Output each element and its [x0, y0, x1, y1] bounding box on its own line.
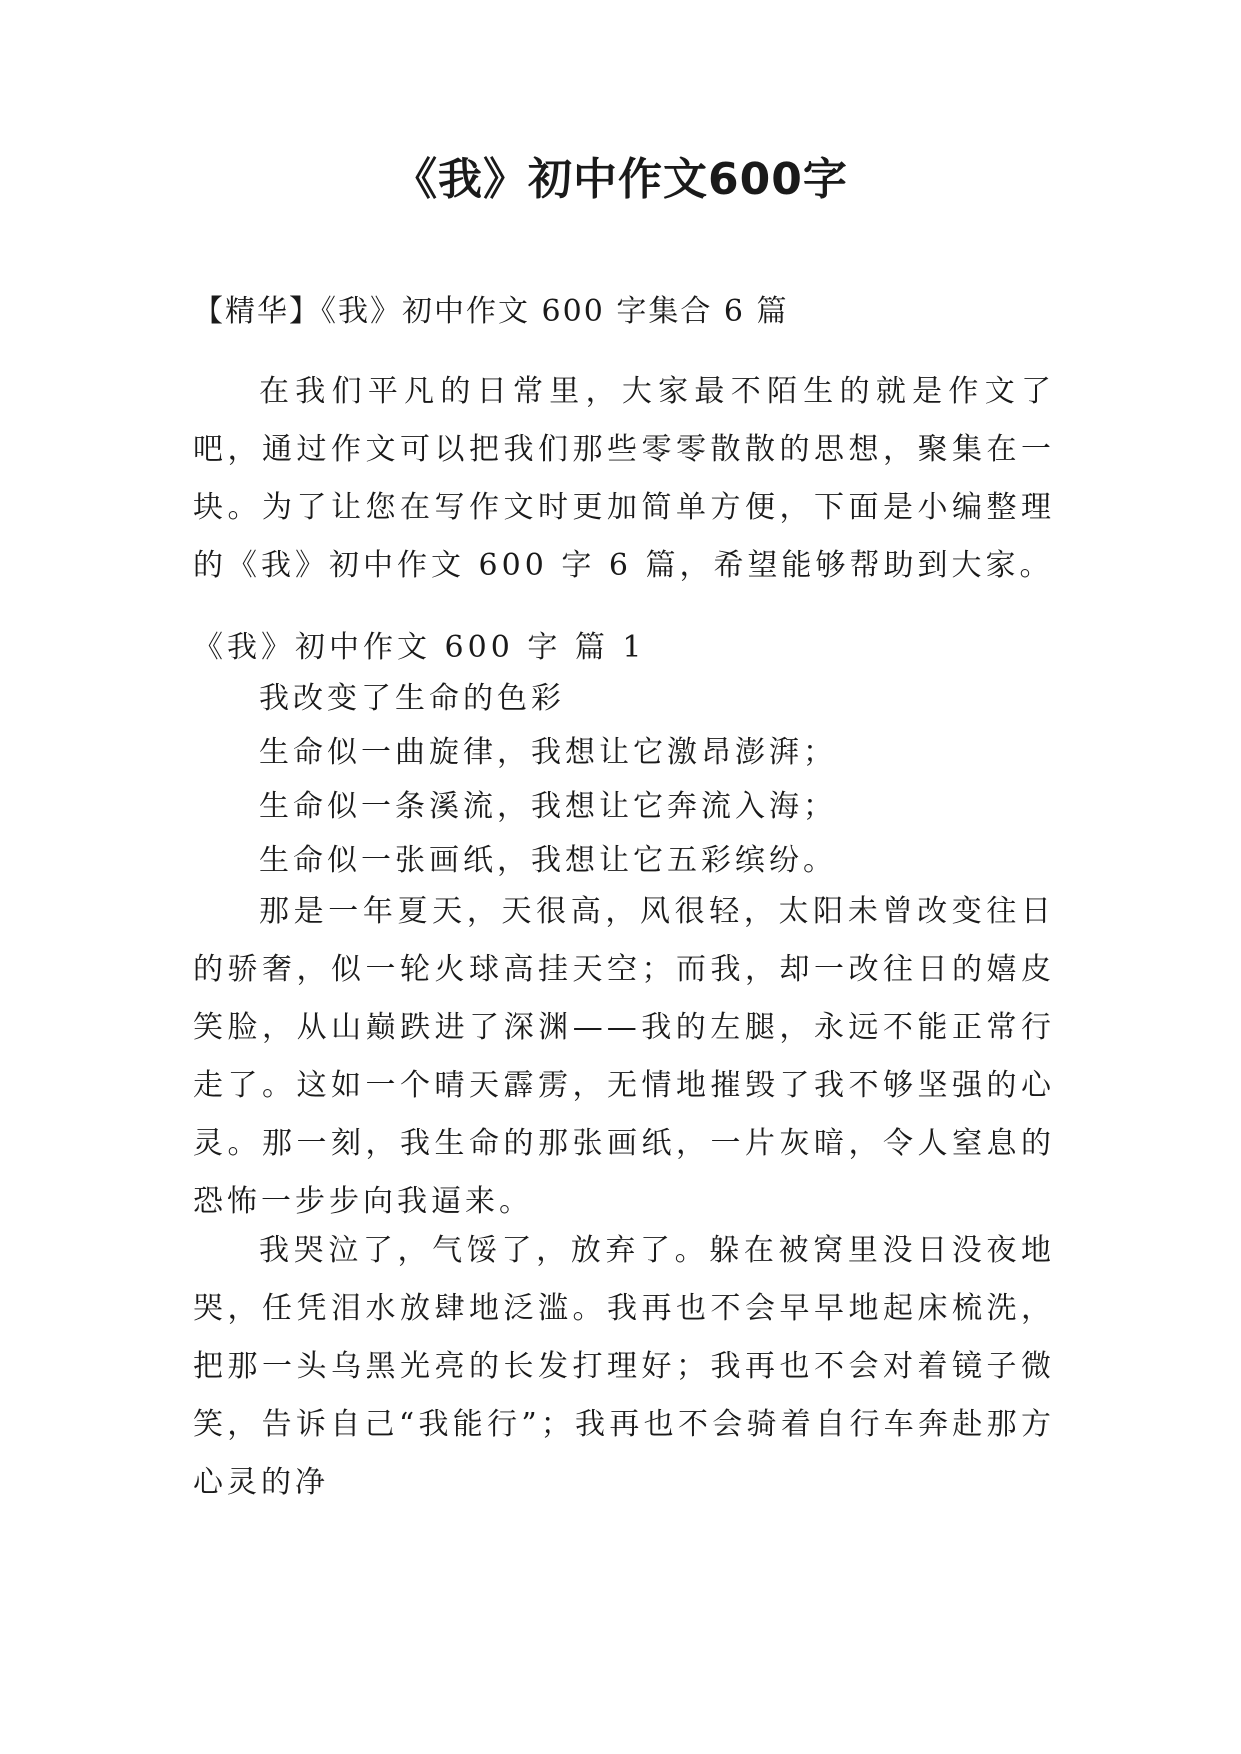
- document-subtitle: 【精华】《我》初中作文 600 字集合 6 篇: [193, 294, 789, 329]
- essay-paragraph-1: 那是一年夏天，天很高，风很轻，太阳未曾改变往日的骄奢，似一轮火球高挂天空；而我，却一改往日的嬉皮笑脸，从山巅跌进了深渊——我的左腿，永远不能正常行走了。这如一个晴天霹雳，无情地摧毁了我不够坚强的心灵。那一刻，我生命的那张画纸，一片灰暗，令人窒息的恐怖一步步向我逼来。: [193, 894, 1055, 1219]
- intro-paragraph: 在我们平凡的日常里，大家最不陌生的就是作文了吧，通过作文可以把我们那些零零散散的思想，聚集在一块。为了让您在写作文时更加简单方便，下面是小编整理的《我》初中作文 600 字 6 篇，希望能够帮助到大家。: [193, 374, 1055, 583]
- essay-line-2: 生命似一条溪流，我想让它奔流入海；: [259, 789, 837, 824]
- section-heading: 《我》初中作文 600 字 篇 1: [193, 630, 646, 665]
- essay-paragraph-2: 我哭泣了，气馁了，放弃了。躲在被窝里没日没夜地哭，任凭泪水放肆地泛滥。我再也不会早早地起床梳洗，把那一头乌黑光亮的长发打理好；我再也不会对着镜子微笑，告诉自己“我能行”；我再也不会骑着自行车奔赴那方心灵的净: [193, 1233, 1055, 1500]
- essay-line-3: 生命似一张画纸，我想让它五彩缤纷。: [259, 843, 837, 878]
- essay-line-1: 生命似一曲旋律，我想让它激昂澎湃；: [259, 735, 837, 770]
- essay-title: 我改变了生命的色彩: [259, 681, 565, 716]
- document-title: 《我》初中作文600字: [393, 154, 848, 205]
